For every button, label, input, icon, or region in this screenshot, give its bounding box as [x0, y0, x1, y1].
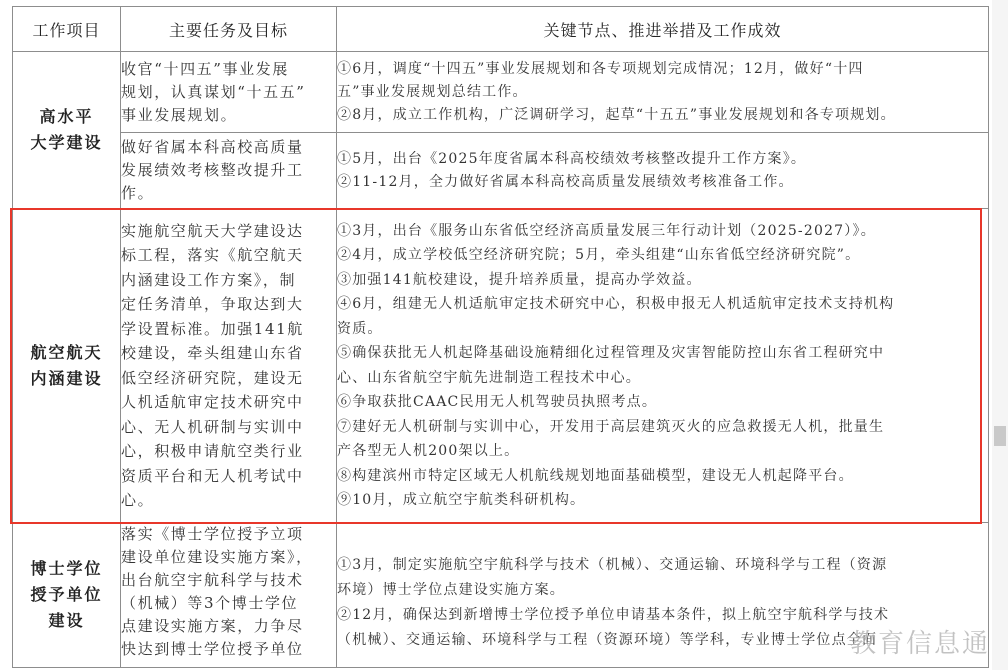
task-cell [121, 209, 337, 523]
outcome-line: ②8月，成立工作机构，广泛调研学习，起草“十五五”事业发展规划和各专项规划。 [337, 106, 896, 123]
table-row [13, 52, 989, 133]
task-cell [121, 133, 337, 209]
project-cell [13, 52, 121, 209]
task-line: 低空经济研究院，建设无 [121, 368, 304, 387]
task-line: 定任务清单，争取达到大 [121, 295, 304, 313]
task-cell [121, 523, 337, 668]
table-row [13, 133, 989, 209]
outcome-line: ④6月，组建无人机适航审定技术研究中心，积极申报无人机适航审定技术支持机构 [337, 296, 895, 312]
task-line: （机械）等3个博士学位 [121, 594, 299, 612]
outcome-line: ⑧构建滨州市特定区域无人机航线规划地面基础模型，建设无人机起降平台。 [337, 467, 854, 484]
watermark: 教育信息通 [849, 629, 990, 659]
outcome-line: 资质。 [337, 320, 383, 337]
vertical-scrollbar[interactable] [992, 0, 1008, 670]
outcome-cell [337, 52, 989, 133]
task-line: 资质平台和无人机考试中 [121, 466, 304, 485]
outcome-line: ①5月，出台《2025年度省属本科高校绩效考核整改提升工作方案》。 [337, 150, 807, 167]
project-label: 内涵建设 [30, 368, 103, 388]
task-cell [121, 52, 337, 133]
project-cell [13, 209, 121, 523]
outcome-line: ①6月，调度“十四五”事业发展规划和各专项规划完成情况；12月，做好“十四 [337, 60, 864, 77]
outcome-line: ①3月，出台《服务山东省低空经济高质量发展三年行动计划（2025-2027）》。 [337, 222, 876, 239]
outcome-line: ⑥争取获批CAAC民用无人机驾驶员执照考点。 [337, 394, 658, 410]
outcome-cell [337, 209, 989, 523]
project-label: 授予单位 [30, 585, 103, 604]
task-line: 建设单位建设实施方案》， [121, 548, 313, 566]
work-plan-table [12, 6, 989, 668]
outcome-line: 五”事业发展规划总结工作。 [337, 83, 528, 100]
outcome-line: ①3月，制定实施航空宇航科学与技术（机械）、交通运输、环境科学与工程（资源 [337, 557, 888, 573]
task-line: 落实《博士学位授予立项 [121, 525, 304, 543]
outcome-line: ②4月，成立学校低空经济研究院；5月，牵头组建“山东省低空经济研究院”。 [337, 247, 861, 263]
task-line: 校建设，牵头组建山东省 [121, 344, 304, 362]
task-line: 事业发展规划。 [121, 105, 238, 124]
header-project: 工作项目 [13, 7, 121, 52]
table-header-row [13, 7, 989, 52]
outcome-line: ③加强141航校建设，提升培养质量，提高办学效益。 [337, 271, 702, 288]
task-line: 点建设实施方案，力争尽 [121, 617, 304, 635]
outcome-cell [337, 133, 989, 209]
outcome-line: ⑤确保获批无人机起降基础设施精细化过程管理及灾害智能防控山东省工程研究中 [337, 345, 885, 361]
scrollbar-thumb[interactable] [994, 426, 1006, 446]
task-line: 出台航空宇航科学与技术 [121, 571, 304, 589]
table-row [13, 523, 989, 668]
task-line: 快达到博士学位授予单位 [121, 640, 304, 658]
outcome-line: （机械）、交通运输、环境科学与工程（资源环境）等学科，专业博士学位点全面 [337, 632, 878, 648]
outcome-line: 环境）博士学位点建设实施方案。 [337, 582, 565, 598]
outcome-line: ②12月，确保达到新增博士学位授予单位申请基本条件，拟上航空宇航科学与技术 [337, 607, 890, 623]
outcome-line: 产各型无人机200架以上。 [337, 443, 520, 459]
task-line: 人机适航审定技术研究中 [121, 393, 304, 411]
task-line: 做好省属本科高校高质量 [121, 138, 304, 156]
table-row [13, 209, 989, 523]
task-line: 心、无人机研制与实训中 [121, 417, 304, 436]
task-line: 标工程，落实《航空航天 [121, 246, 304, 264]
task-line: 作。 [121, 184, 155, 202]
header-outcome: 关键节点、推进举措及工作成效 [337, 7, 989, 52]
outcome-line: ⑦建好无人机研制与实训中心，开发用于高层建筑灭火的应急救援无人机，批量生 [337, 418, 885, 435]
outcome-line: 心、山东省航空宇航先进制造工程技术中心。 [337, 369, 641, 386]
task-line: 内涵建设工作方案》，制 [121, 270, 297, 289]
project-cell [13, 523, 121, 668]
outcome-line: ②11-12月，全力做好省属本科高校高质量发展绩效考核准备工作。 [337, 173, 794, 190]
task-line: 收官“十四五”事业发展 [121, 59, 289, 78]
task-line: 心。 [121, 491, 155, 509]
task-line: 学设置标准。加强141航 [121, 319, 304, 338]
header-task: 主要任务及目标 [121, 7, 337, 52]
project-label: 航空航天 [30, 342, 103, 362]
project-label: 博士学位 [30, 559, 103, 578]
outcome-line: ⑨10月，成立航空宇航类科研机构。 [337, 492, 586, 508]
task-line: 心，积极申请航空类行业 [121, 442, 304, 460]
task-line: 实施航空航天大学建设达 [121, 221, 304, 240]
project-label: 大学建设 [30, 133, 103, 152]
project-label: 建设 [48, 611, 85, 630]
task-line: 规划，认真谋划“十五五” [121, 82, 306, 101]
task-line: 发展绩效考核整改提升工 [121, 161, 304, 179]
project-label: 高水平 [39, 107, 94, 126]
